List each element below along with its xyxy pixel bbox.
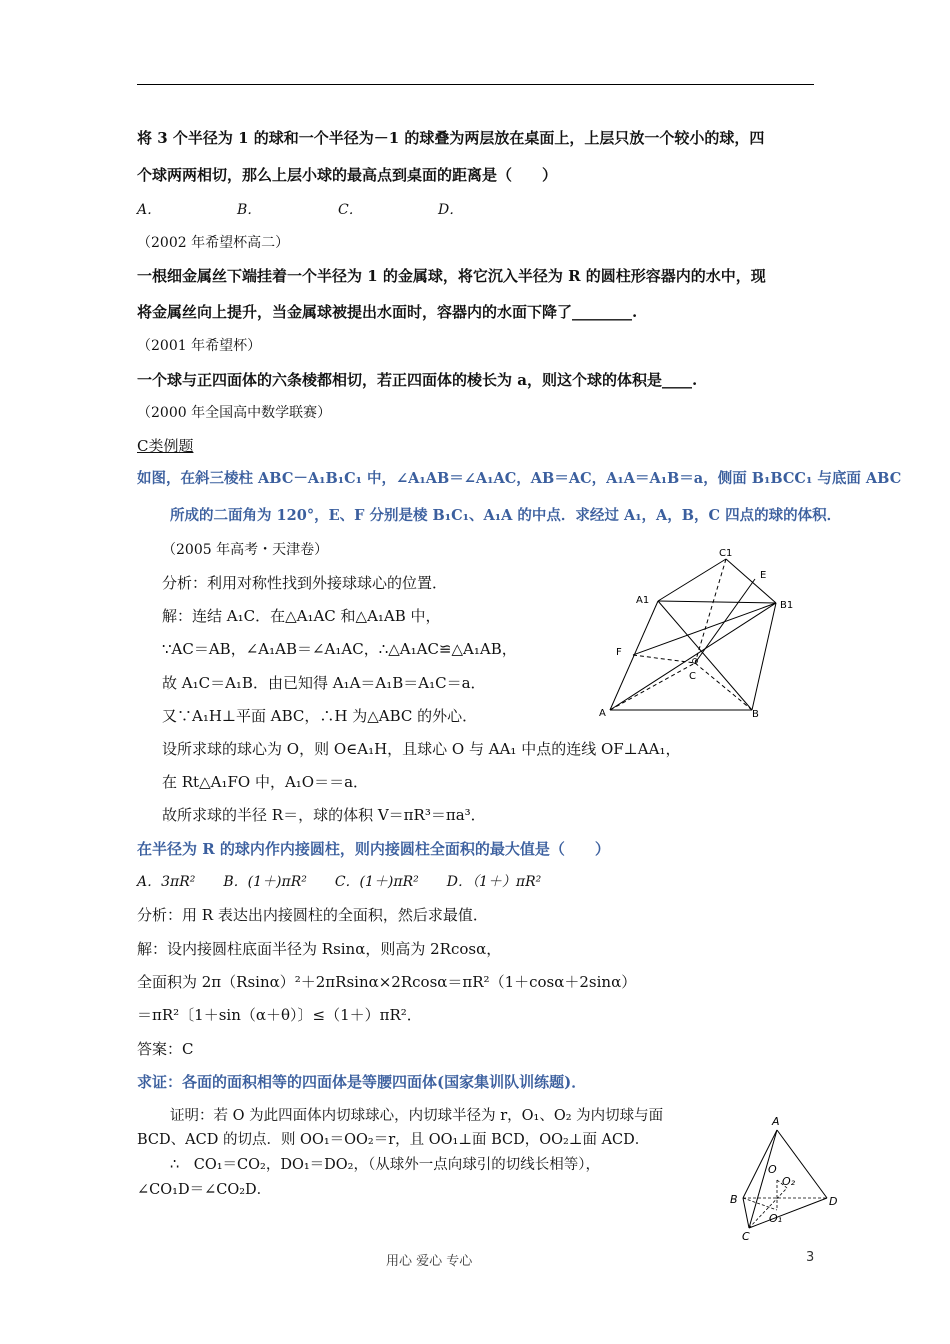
label-A: A	[772, 1115, 780, 1128]
example2-solution-2: 全面积为 2π（Rsinα）²＋2πRsinα×2Rcosα＝πR²（1＋cosα＋2sinα）	[137, 973, 637, 991]
label-O2: O₂	[782, 1175, 796, 1188]
footer-text: 用心 爱心 专心	[386, 1254, 473, 1269]
problem3-line1: 一个球与正四面体的六条棱都相切，若正四面体的棱长为 a，则这个球的体积是____.	[137, 371, 698, 389]
label-B: B	[730, 1193, 738, 1206]
label-c: C	[689, 671, 696, 682]
label-b: B	[752, 709, 759, 720]
option-d: D．	[438, 202, 464, 218]
example1-solution-7: 故所求球的半径 R＝，球的体积 V＝πR³＝πa³．	[162, 806, 486, 824]
problem2-line2: 将金属丝向上提升，当金属球被提出水面时，容器内的水面下降了________.	[137, 303, 638, 321]
option-b: B．	[237, 202, 262, 218]
example1-line1: 如图，在斜三棱柱 ABC－A₁B₁C₁ 中，∠A₁AB＝∠A₁AC，AB＝AC，A₁A＝A₁B＝a，侧面 B₁BCC₁ 与底面 ABC	[137, 470, 902, 487]
label-D: D	[829, 1195, 838, 1208]
example3-line1: 求证：各面的面积相等的四面体是等腰四面体(国家集训队训练题)．	[137, 1073, 587, 1091]
label-c1: C1	[719, 548, 733, 559]
example1-solution-5: 设所求球的球心为 O，则 O∈A₁H，且球心 O 与 AA₁ 中点的连线 OF⊥AA₁，	[162, 740, 681, 758]
label-C: C	[742, 1230, 750, 1243]
problem3-source: （2000 年全国高中数学联赛）	[137, 405, 332, 421]
example3-proof-4: ∠CO₁D＝∠CO₂D．	[137, 1182, 272, 1198]
example2-solution-1: 解：设内接圆柱底面半径为 Rsinα，则高为 2Rcosα，	[137, 940, 502, 958]
problem2-source: （2001 年希望杯）	[137, 338, 262, 354]
label-f: F	[616, 647, 622, 658]
option-a: A．	[137, 202, 162, 218]
example3-proof-3: ∴ CO₁＝CO₂，DO₁＝DO₂，（从球外一点向球引的切线长相等），	[170, 1157, 600, 1173]
label-O: O	[768, 1163, 777, 1176]
example1-analysis: 分析：利用对称性找到外接球球心的位置．	[162, 574, 448, 592]
label-e: E	[760, 570, 767, 581]
problem1-source: （2002 年希望杯高二）	[137, 235, 290, 251]
label-a: A	[599, 708, 606, 719]
example3-proof-1: 证明：若 O 为此四面体内切球球心，内切球半径为 r，O₁、O₂ 为内切球与面	[170, 1108, 664, 1124]
example1-solution-3: 故 A₁C＝A₁B．由已知得 A₁A＝A₁B＝A₁C＝a．	[162, 674, 486, 692]
label-b1: B1	[780, 600, 794, 611]
example1-source: （2005 年高考・天津卷）	[162, 542, 329, 558]
example2-options: A．3πR² B．(1＋)πR² C．(1＋)πR² D．（1＋）πR²	[137, 874, 542, 890]
label-O1: O₁	[769, 1212, 783, 1225]
page-number: 3	[806, 1250, 815, 1265]
example3-proof-2: BCD、ACD 的切点．则 OO₁＝OO₂＝r，且 OO₁⊥面 BCD，OO₂⊥面 ACD．	[137, 1132, 650, 1148]
problem2-line1: 一根细金属丝下端挂着一个半径为 1 的金属球，将它沉入半径为 R 的圆柱形容器内的水中，现	[137, 267, 766, 285]
example2-analysis: 分析：用 R 表达出内接圆柱的全面积，然后求最值．	[137, 906, 488, 924]
tetrahedron-figure	[725, 1110, 845, 1245]
problem1-line1: 将 3 个半径为 1 的球和一个半径为－1 的球叠为两层放在桌面上，上层只放一个较小的球，四	[137, 129, 765, 147]
prism-figure	[599, 540, 805, 725]
example2-answer: 答案：C	[137, 1040, 194, 1058]
option-c: C．	[338, 202, 363, 218]
example1-solution-2: ∵AC＝AB，∠A₁AB＝∠A₁AC，∴△A₁AC≌△A₁AB，	[162, 640, 517, 658]
example1-solution-4: 又∵A₁H⊥平面 ABC，∴H 为△ABC 的外心．	[162, 707, 478, 725]
label-a1: A1	[636, 595, 650, 606]
example1-solution-6: 在 Rt△A₁FO 中，A₁O＝＝a．	[162, 773, 369, 791]
example2-line1: 在半径为 R 的球内作内接圆柱，则内接圆柱全面积的最大值是（ ）	[137, 840, 610, 858]
header-rule	[137, 84, 814, 85]
section-c-heading: C类例题	[137, 437, 194, 455]
example2-solution-3: ＝πR²〔1＋sin（α＋θ）〕≤（1＋）πR²．	[137, 1006, 422, 1024]
problem1-line2: 个球两两相切，那么上层小球的最高点到桌面的距离是（ ）	[137, 166, 558, 184]
example1-solution-1: 解：连结 A₁C．在△A₁AC 和△A₁AB 中，	[162, 607, 441, 625]
example1-line2: 所成的二面角为 120°，E、F 分别是棱 B₁C₁、A₁A 的中点．求经过 A₁，A，B，C 四点的球的体积．	[170, 507, 842, 524]
